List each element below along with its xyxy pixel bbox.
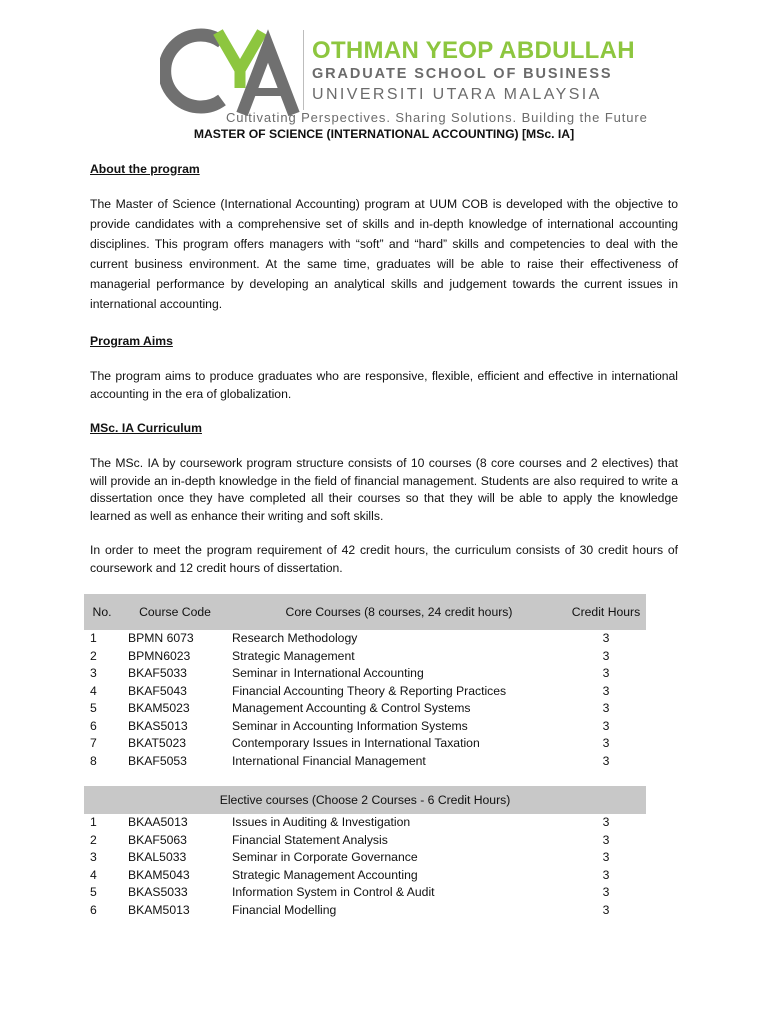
row-number: 4 [90,867,97,882]
row-number: 8 [90,753,97,768]
credit-hours: 3 [602,902,610,917]
credit-hours: 3 [602,718,610,733]
row-number: 3 [90,666,97,680]
header-no: No. [84,594,120,630]
table-row [84,735,646,753]
course-code: BPMN6023 [128,648,191,663]
course-name: Strategic Management [232,648,355,663]
course-name: Management Accounting & Control Systems [232,701,471,715]
course-name: Financial Modelling [232,902,337,917]
credit-hours: 3 [602,666,610,680]
elective-table-body [84,814,646,919]
course-name: Research Methodology [232,631,358,645]
elective-table-header [84,786,646,814]
credit-hours: 3 [602,683,610,698]
row-number: 2 [90,648,97,663]
credit-hours: 3 [602,867,610,882]
header-core-courses: Core Courses (8 courses, 24 credit hours) [230,594,566,630]
course-name: Issues in Auditing & Investigation [232,815,411,829]
course-code: BKAF5043 [128,683,187,698]
credit-hours: 3 [602,701,610,715]
row-number: 3 [90,850,97,864]
credit-hours: 3 [602,648,610,663]
core-table-header [84,594,646,630]
course-code: BKAF5033 [128,666,187,680]
course-name: Seminar in Accounting Information Systems [232,718,468,733]
row-number: 2 [90,832,97,847]
row-number: 6 [90,718,97,733]
course-name: Contemporary Issues in International Taxation [232,736,480,750]
table-row [84,648,646,666]
logo-school-name: OTHMAN YEOP ABDULLAH [312,37,635,64]
table-row [84,832,646,850]
logo-divider [303,30,304,110]
table-row [84,884,646,902]
course-code: BKAF5063 [128,832,187,847]
course-code: BKAM5013 [128,902,190,917]
course-code: BKAA5013 [128,815,188,829]
credit-hours: 3 [602,850,610,864]
oya-logo-mark-icon [160,26,300,116]
aims-paragraph: The program aims to produce graduates who are responsive, flexible, efficient and effective in international accounting in the era of globalization. [90,369,678,401]
table-row [84,753,646,771]
credit-hours-paragraph: In order to meet the program requirement of 42 credit hours, the curriculum consists of 30 credit hours of coursework and 12 credit hours of dissertation. [90,543,678,575]
credit-hours: 3 [602,815,610,829]
row-number: 1 [90,815,97,829]
row-number: 6 [90,902,97,917]
about-paragraph: The Master of Science (International Accounting) program at UUM COB is developed with the objective to provide candidates with a comprehensive set of skills and in-depth knowledge of international accounting disciplines. This program offers managers with “soft” and “hard” skills and competencies to deal with the current business environment. At the same time, graduates will be able to raise their effectiveness of managerial performance by developing an analytical skills and judgement towards the current issues in international accounting. [90,197,678,311]
credit-hours: 3 [602,832,610,847]
credit-hours: 3 [602,631,610,645]
table-row [84,718,646,736]
course-code: BKAS5013 [128,718,188,733]
header-credit-hours: Credit Hours [566,594,646,630]
table-row [84,849,646,867]
header-elective-courses: Elective courses (Choose 2 Courses - 6 Credit Hours) [84,786,646,814]
header-course-code: Course Code [120,594,230,630]
course-name: Information System in Control & Audit [232,885,435,899]
course-name: International Financial Management [232,753,426,768]
aims-heading: Program Aims [90,334,173,348]
school-logo [160,26,648,128]
about-heading: About the program [90,162,200,176]
course-name: Seminar in Corporate Governance [232,850,418,864]
row-number: 4 [90,683,97,698]
course-name: Strategic Management Accounting [232,867,418,882]
logo-school-subtitle: GRADUATE SCHOOL OF BUSINESS [312,66,613,82]
course-name: Financial Statement Analysis [232,832,388,847]
credit-hours: 3 [602,736,610,750]
table-row [84,683,646,701]
table-row [84,867,646,885]
table-row [84,630,646,648]
course-name: Financial Accounting Theory & Reporting Practices [232,683,507,698]
elective-courses-table [84,786,646,919]
row-number: 5 [90,885,97,899]
document-title: MASTER OF SCIENCE (INTERNATIONAL ACCOUNTING) [MSc. IA] [193,127,575,141]
course-code: BKAF5053 [128,753,187,768]
table-row [84,700,646,718]
row-number: 1 [90,631,97,645]
credit-hours: 3 [602,753,610,768]
credit-hours: 3 [602,885,610,899]
course-name: Seminar in International Accounting [232,666,424,680]
core-courses-table [84,594,646,770]
table-row [84,902,646,920]
logo-tagline: Cultivating Perspectives. Sharing Solutions. Building the Future [226,110,648,125]
table-row [84,814,646,832]
course-code: BKAT5023 [128,736,187,750]
table-row [84,665,646,683]
course-code: BKAM5043 [128,867,190,882]
logo-text [312,38,635,106]
course-code: BPMN 6073 [128,631,194,645]
course-code: BKAS5033 [128,885,188,899]
row-number: 7 [90,736,97,750]
curriculum-paragraph: The MSc. IA by coursework program structure consists of 10 courses (8 core courses and 2 electives) that will provide an in-depth knowledge in the field of financial management. Students are also required to write a dissertation once they have completed all their courses so that they will be able to apply the knowledge learned as well as enhance their writing and soft skills. [90,456,678,523]
core-table-body [84,630,646,770]
logo-university: UNIVERSITI UTARA MALAYSIA [312,86,602,103]
curriculum-heading: MSc. IA Curriculum [90,421,202,435]
course-code: BKAL5033 [128,850,187,864]
row-number: 5 [90,701,97,715]
course-code: BKAM5023 [128,701,190,715]
